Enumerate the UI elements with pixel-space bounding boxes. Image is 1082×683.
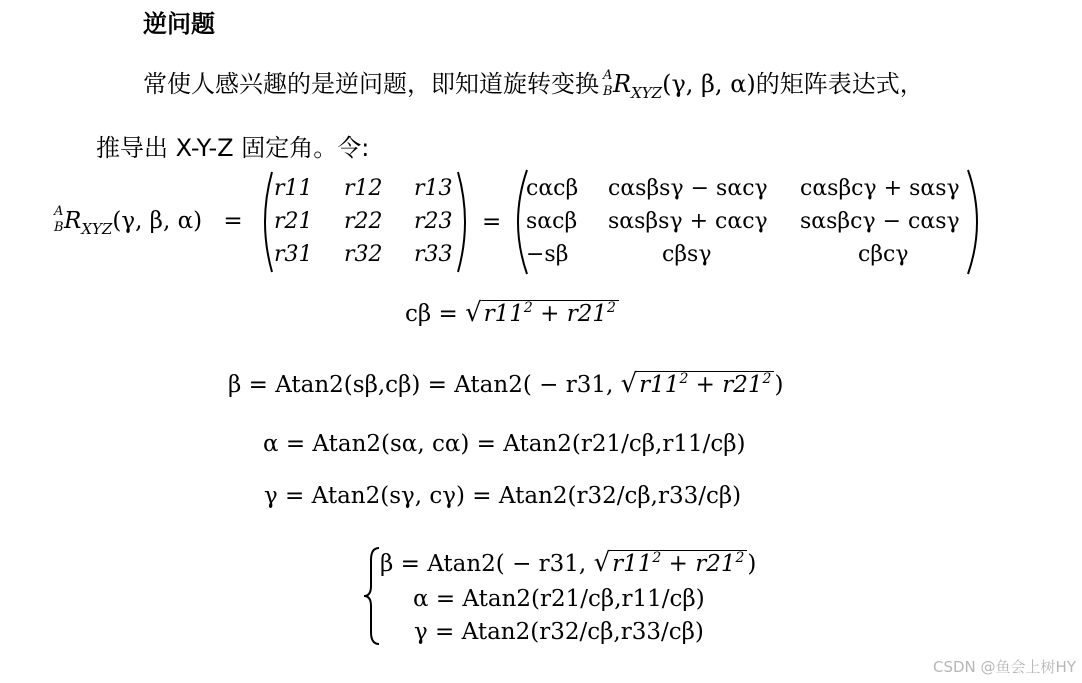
r-matrix-cell: r32 bbox=[344, 242, 383, 267]
matrix-equals: = bbox=[482, 209, 502, 235]
r-matrix-cell: r12 bbox=[344, 176, 383, 201]
intro-text: 常使人感兴趣的是逆问题，即知道旋转变换 bbox=[143, 70, 599, 98]
eq-alpha: α = Atan2(sα, cα) = Atan2(r21/cβ,r11/cβ) bbox=[263, 431, 746, 457]
rotation-symbol: R bbox=[613, 70, 632, 98]
r-matrix bbox=[270, 176, 460, 276]
matrix-lhs: A B $R_{XYZ}(\gamma$, β, α) = bbox=[54, 204, 243, 238]
eq-gamma: γ = Atan2(sγ, cγ) = Atan2(r32/cβ,r33/cβ) bbox=[264, 483, 742, 509]
r-matrix-cell: r22 bbox=[344, 209, 383, 234]
rot-matrix-cell: cαsβcγ + sαsγ bbox=[800, 176, 960, 201]
system-eq-beta: β = Atan2( − r31, $√r11^2 + r21^2$ ) bbox=[380, 548, 757, 578]
rotation-matrix bbox=[526, 176, 972, 276]
frame-prescript: A B bbox=[603, 67, 613, 99]
system-left-brace bbox=[362, 546, 382, 646]
section-heading: 逆问题 bbox=[143, 10, 215, 38]
system-eq-gamma: γ = Atan2(r32/cβ,r33/cβ) bbox=[414, 619, 704, 645]
rotation-args: (γ, β, α) bbox=[662, 70, 756, 98]
rot-matrix-cell: sαcβ bbox=[526, 209, 578, 234]
rot-matrix-cell: cαcβ bbox=[526, 176, 579, 201]
r-matrix-cell: r13 bbox=[414, 176, 453, 201]
eq-beta: β = Atan2(sβ,cβ) = Atan2( − r31, $√r11^2 + r21^2$ ) bbox=[228, 369, 784, 399]
rot-matrix-cell: sαsβcγ − cαsγ bbox=[800, 209, 960, 234]
rot-matrix-cell: cβsγ bbox=[662, 242, 712, 267]
derive-paragraph: 推导出 X-Y-Z 固定角。令: bbox=[96, 134, 370, 162]
rot-matrix-cell: cβcγ bbox=[858, 242, 909, 267]
watermark: CSDN @鱼会上树HY bbox=[933, 658, 1076, 676]
rot-matrix-cell: sαsβsγ + cαcγ bbox=[608, 209, 768, 234]
rotation-subscript: XYZ bbox=[631, 84, 663, 102]
system-eq-alpha: α = Atan2(r21/cβ,r11/cβ) bbox=[413, 586, 705, 612]
r-matrix-cell: r33 bbox=[414, 242, 453, 267]
r-matrix-cell: r21 bbox=[274, 209, 313, 234]
intro-paragraph bbox=[143, 64, 924, 102]
rot-matrix-cell: −sβ bbox=[526, 242, 569, 267]
eq-cos-beta: $c\beta = √r11^2 + r21^2$ bbox=[405, 298, 619, 328]
rot-matrix-cell: cαsβsγ − sαcγ bbox=[608, 176, 768, 201]
r-matrix-cell: r31 bbox=[274, 242, 313, 267]
intro-text-end: 的矩阵表达式， bbox=[755, 70, 924, 98]
r-matrix-cell: r11 bbox=[274, 176, 313, 201]
r-matrix-cell: r23 bbox=[414, 209, 453, 234]
